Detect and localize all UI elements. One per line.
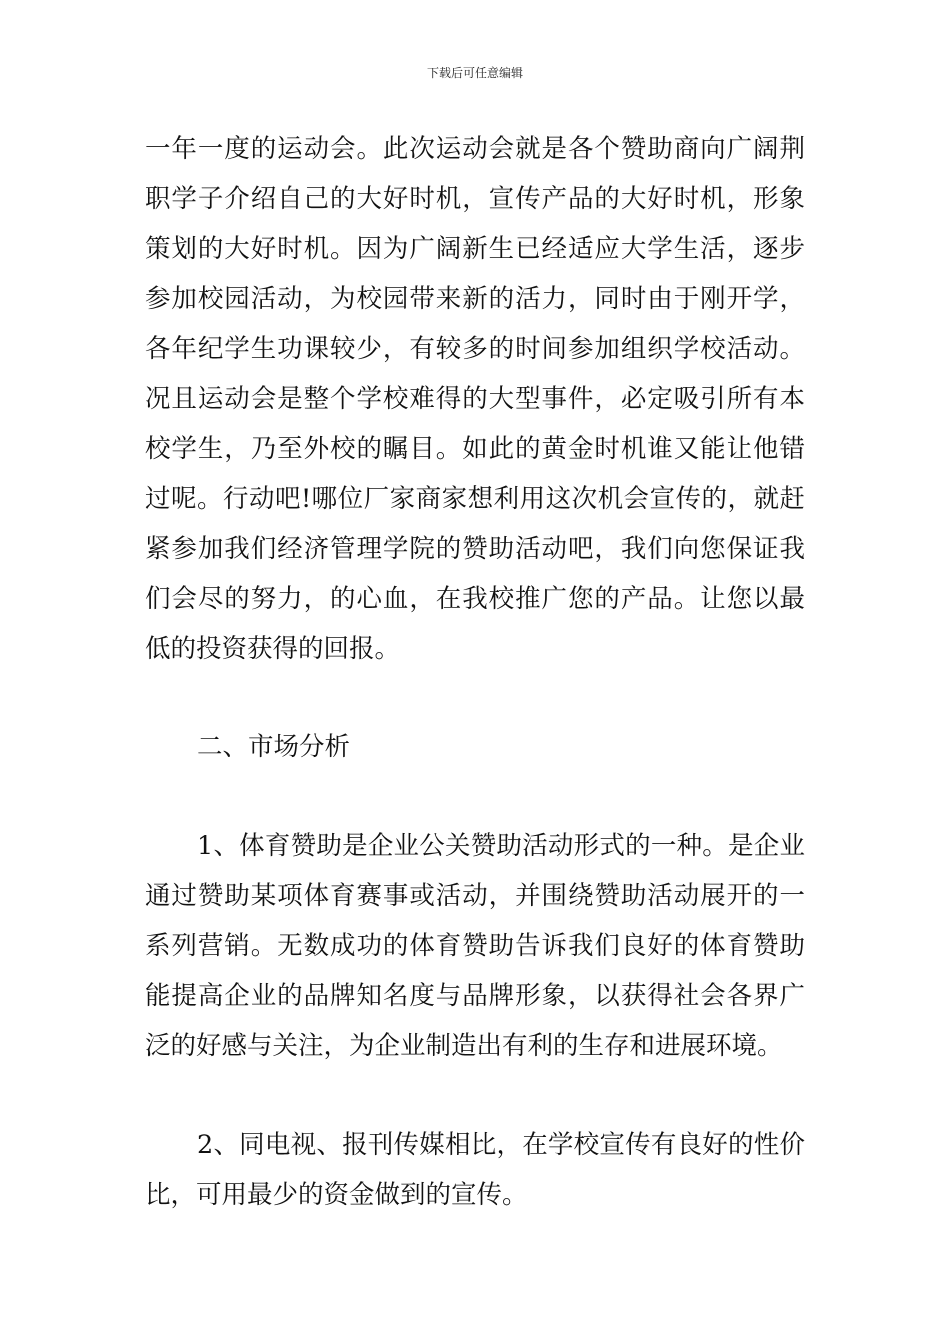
section-heading-market-analysis: 二、市场分析 xyxy=(197,732,351,762)
paragraph-sports-sponsorship: 1、体育赞助是企业公关赞助活动形式的一种。是企业通过赞助某项体育赛事或活动，并围绕赞助活动展开的一系列营销。无数成功的体育赞助告诉我们良好的体育赞助能提高企业的品牌知名度与品牌形象，以获得社会各界广泛的好感与关注，为企业制造出有利的生存和进展环境。 xyxy=(145,831,805,1061)
paragraph-intro: 一年一度的运动会。此次运动会就是各个赞助商向广阔荆职学子介绍自己的大好时机，宣传产品的大好时机，形象策划的大好时机。因为广阔新生已经适应大学生活，逐步参加校园活动，为校园带来新的活力，同时由于刚开学，各年纪学生功课较少，有较多的时间参加组织学校活动。况且运动会是整个学校难得的大型事件，必定吸引所有本校学生，乃至外校的瞩目。如此的黄金时机谁又能让他错过呢。行动吧!哪位厂家商家想利用这次机会宣传的，就赶紧参加我们经济管理学院的赞助活动吧，我们向您保证我们会尽的努力，的心血，在我校推广您的产品。让您以最低的投资获得的回报。 xyxy=(145,134,805,664)
paragraph-cost-comparison: 2、同电视、报刊传媒相比，在学校宣传有良好的性价比，可用最少的资金做到的宣传。 xyxy=(145,1130,805,1210)
page-header: 下载后可任意编辑 xyxy=(426,66,523,80)
